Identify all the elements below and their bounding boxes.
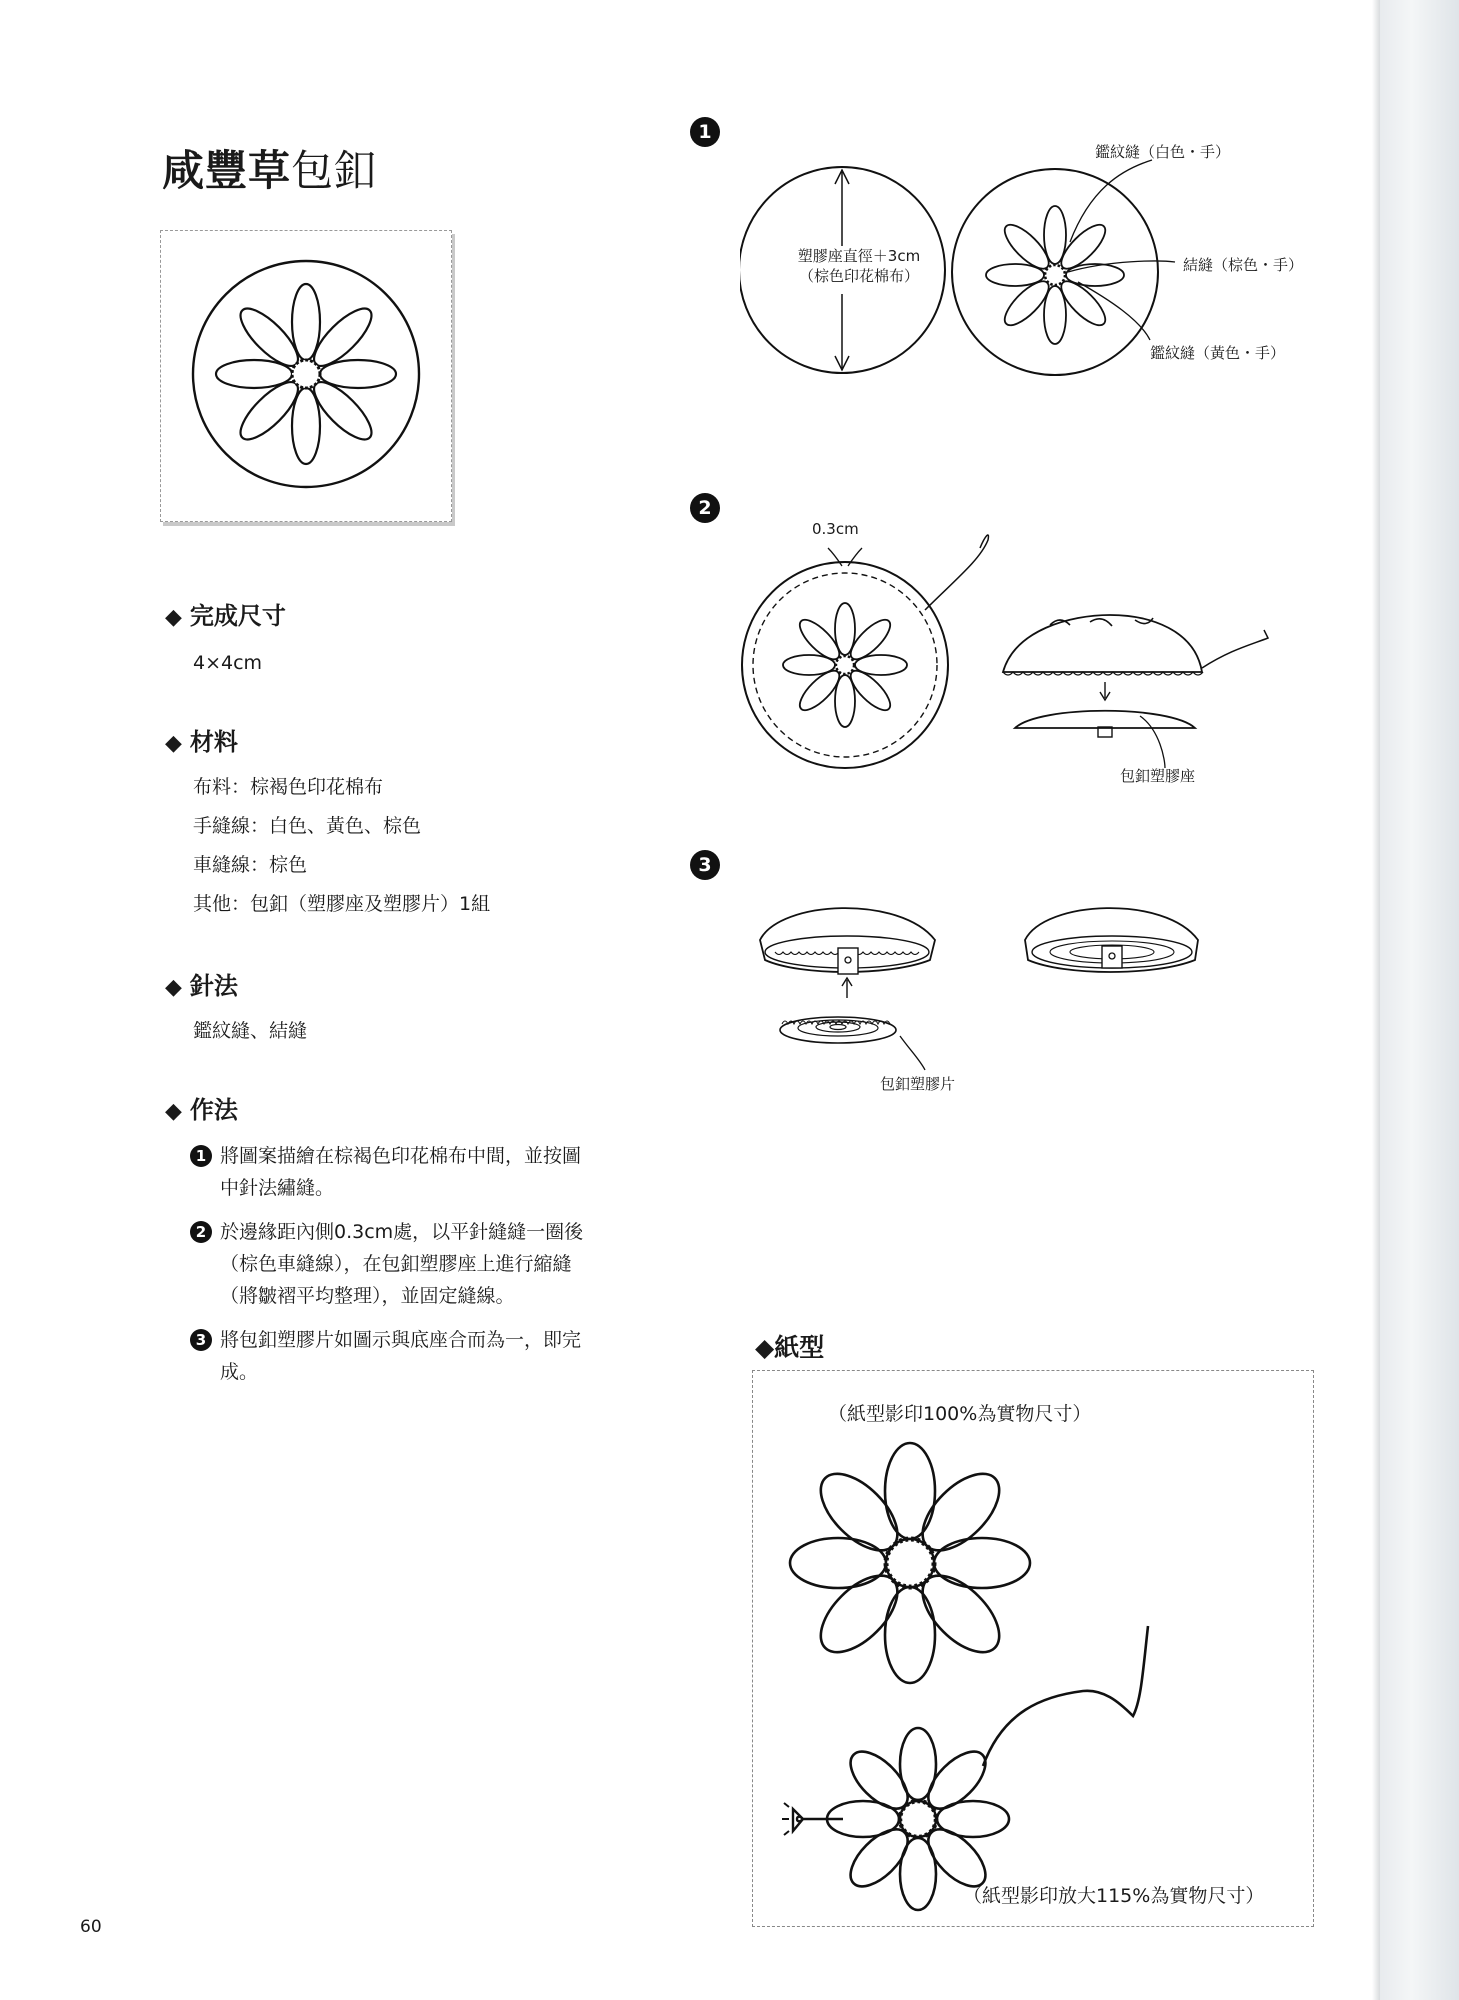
next-page-edge <box>1380 0 1459 2000</box>
stitches-value: 鑑紋縫、結縫 <box>193 1020 308 1042</box>
circle-label-line: 塑膠座直徑＋3cm <box>797 247 921 265</box>
materials-list <box>193 768 490 924</box>
finished-size-value: 4×4cm <box>193 652 263 674</box>
pattern-note-actual-size: （紙型影印100%為實物尺寸） <box>828 1403 1092 1425</box>
diagram-3-number-badge: 3 <box>690 850 720 880</box>
diagram-1-circle-label <box>779 246 939 286</box>
pattern-box <box>752 1370 1314 1927</box>
page-title <box>162 138 377 198</box>
title-light: 包釦 <box>291 146 378 195</box>
diamond-icon: ◆ <box>165 1099 182 1124</box>
step-number-badge: 3 <box>190 1329 212 1351</box>
diagram-2-drawing <box>740 520 1280 780</box>
method-heading-text: 作法 <box>189 1096 238 1124</box>
pattern-note-enlarge: （紙型影印放大115%為實物尺寸） <box>963 1885 1265 1907</box>
stitches-heading <box>165 966 238 1001</box>
diagram-3-drawing <box>750 880 1220 1080</box>
diamond-icon: ◆ <box>165 731 182 756</box>
material-line: 布料：棕褐色印花棉布 <box>193 776 384 798</box>
step-number-badge: 2 <box>190 1221 212 1243</box>
method-step <box>190 1324 590 1388</box>
method-step <box>190 1216 590 1312</box>
finished-button-illustration <box>160 230 452 522</box>
finished-size-heading <box>165 596 286 631</box>
flower-button-drawing <box>161 231 451 521</box>
circle-label-line: （棕色印花棉布） <box>798 267 919 285</box>
material-line: 車縫線：棕色 <box>193 854 308 876</box>
diamond-icon: ◆ <box>755 1333 775 1362</box>
plastic-base-label: 包釦塑膠座 <box>1120 767 1196 785</box>
material-line: 手縫線：白色、黃色、棕色 <box>193 815 422 837</box>
callout-french-knot-brown: 結縫（棕色・手） <box>1183 256 1304 274</box>
callout-split-stitch-yellow: 鑑紋縫（黃色・手） <box>1150 344 1286 362</box>
step-number-badge: 1 <box>190 1145 212 1167</box>
stitches-heading-text: 針法 <box>189 972 238 1000</box>
method-step <box>190 1140 590 1204</box>
pattern-heading <box>755 1328 824 1364</box>
finished-size-heading-text: 完成尺寸 <box>189 602 286 630</box>
method-heading <box>165 1090 238 1125</box>
method-steps <box>190 1140 590 1400</box>
materials-heading <box>165 722 238 757</box>
pattern-heading-text: 紙型 <box>774 1333 825 1362</box>
diamond-icon: ◆ <box>165 975 182 1000</box>
material-line: 其他：包釦（塑膠座及塑膠片）1組 <box>193 893 491 915</box>
plastic-plate-label: 包釦塑膠片 <box>880 1075 956 1093</box>
page-number: 60 <box>80 1917 102 1937</box>
callout-split-stitch-white: 鑑紋縫（白色・手） <box>1095 143 1231 161</box>
pattern-drawing <box>753 1371 1313 1926</box>
step-text: 將圖案描繪在棕褐色印花棉布中間，並按圖中針法繡縫。 <box>220 1145 582 1199</box>
title-bold: 咸豐草 <box>162 146 292 195</box>
step-text: 於邊緣距內側0.3cm處，以平針縫縫一圈後（棕色車縫線），在包釦塑膠座上進行縮縫（將皺褶平均整理），並固定縫線。 <box>220 1221 584 1307</box>
diagram-2-number-badge: 2 <box>690 493 720 523</box>
diagram-1-number-badge: 1 <box>690 117 720 147</box>
step-text: 將包釦塑膠片如圖示與底座合而為一，即完成。 <box>220 1329 582 1383</box>
seam-margin-label: 0.3cm <box>812 520 859 538</box>
materials-heading-text: 材料 <box>189 728 238 756</box>
diamond-icon: ◆ <box>165 605 182 630</box>
